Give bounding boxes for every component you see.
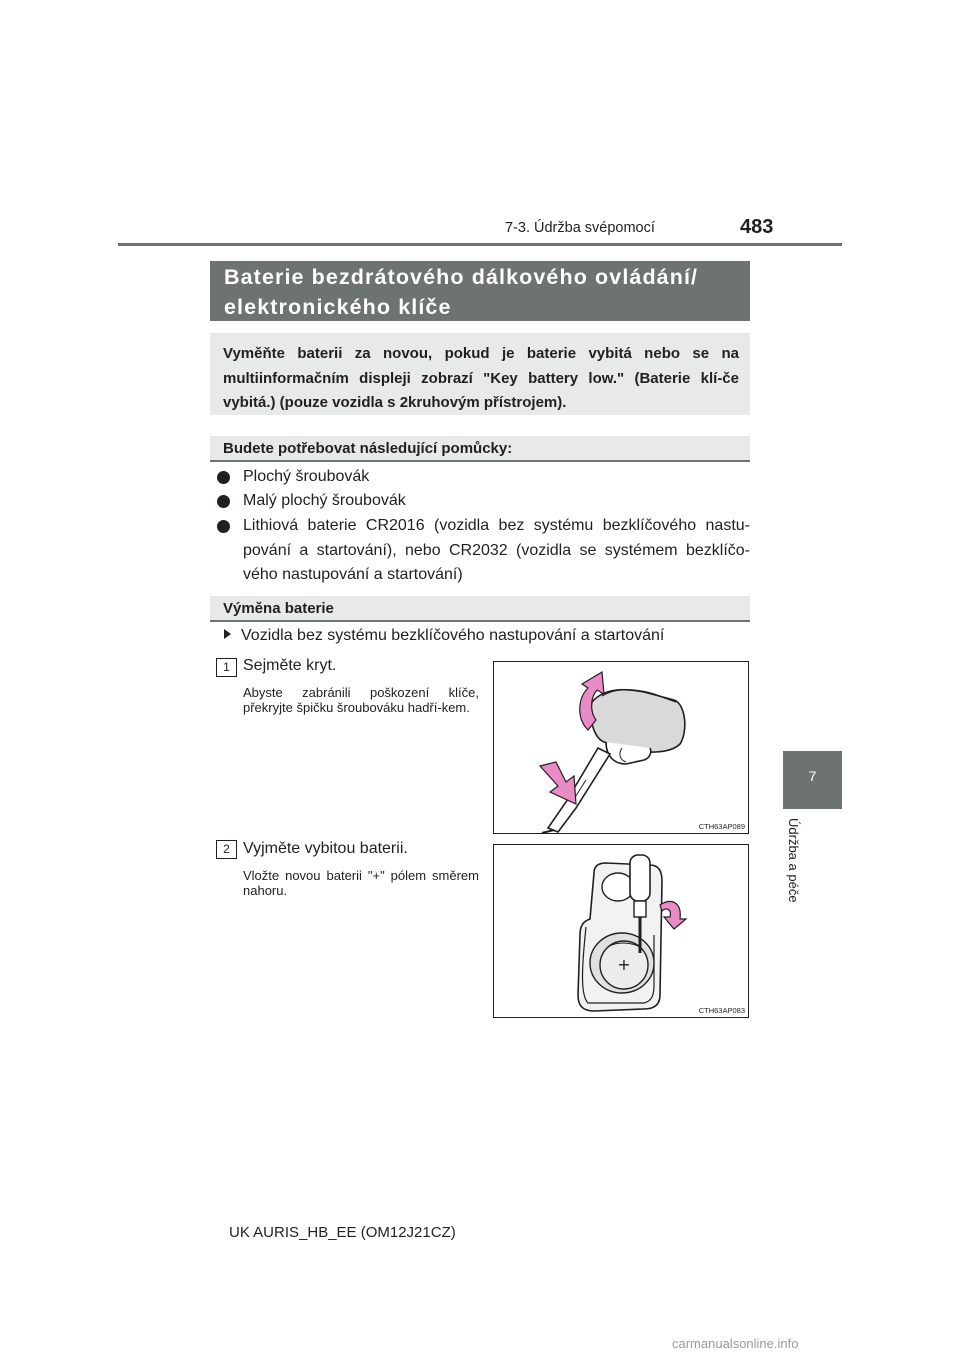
replacement-heading: Výměna baterie	[210, 596, 750, 622]
step-number-2: 2	[216, 840, 237, 859]
watermark: carmanualsonline.info	[672, 1336, 799, 1351]
variant-text: Vozidla bez systému bezklíčového nastupování a startování	[241, 627, 665, 644]
step-2-note: Vložte novou baterii "+" pólem směrem nahoru.	[243, 868, 479, 898]
list-item	[217, 514, 750, 588]
step-2-title: Vyjměte vybitou baterii.	[243, 840, 408, 857]
page-title	[210, 261, 750, 321]
page-title-line-1: Baterie bezdrátového dálkového ovládání/	[224, 265, 699, 289]
header-divider	[118, 243, 842, 246]
battery-removal-illustration	[494, 845, 748, 1017]
page-title-line-2: elektronického klíče	[224, 295, 452, 319]
tools-heading: Budete potřebovat následující pomůcky:	[210, 436, 750, 462]
section-reference: 7-3. Údržba svépomocí	[505, 220, 655, 236]
list-item-text: Lithiová baterie CR2016 (vozidla bez systému bezklíčového nastu-pování a startování), nebo CR2032 (vozidla se systémem bezklíčo-vého nastupování a startování)	[243, 517, 750, 583]
step-1-note: Abyste zabránili poškození klíče, překryjte špičku šroubováku hadří-kem.	[243, 685, 479, 715]
intro-box: Vyměňte baterii za novou, pokud je baterie vybitá nebo se na multiinformačním displeji zobrazí "Key battery low." (Baterie klí-če vybitá.) (pouze vozidla s 2kruhovým přístrojem).	[210, 333, 750, 415]
bullet-icon	[217, 471, 230, 484]
chapter-label: Údržba a péče	[786, 818, 801, 903]
variant-label	[217, 627, 664, 645]
chapter-number: 7	[808, 768, 817, 784]
step-1-title: Sejměte kryt.	[243, 657, 337, 674]
bullet-icon	[217, 520, 230, 533]
step-number-1: 1	[216, 658, 237, 677]
page-number: 483	[740, 216, 774, 238]
svg-text:+: +	[617, 955, 631, 974]
list-item	[217, 489, 750, 514]
figure-remove-cover	[493, 661, 749, 834]
list-item	[217, 465, 750, 490]
triangle-bullet-icon	[224, 629, 231, 639]
list-item-text: Malý plochý šroubovák	[243, 492, 406, 509]
manual-code: UK AURIS_HB_EE (OM12J21CZ)	[229, 1224, 456, 1241]
figure-remove-battery	[493, 844, 749, 1018]
key-cover-illustration	[494, 662, 748, 833]
figure-code: CTH63AP083	[698, 1006, 745, 1015]
figure-code: CTH63AP089	[698, 822, 745, 831]
list-item-text: Plochý šroubovák	[243, 468, 370, 485]
bullet-icon	[217, 495, 230, 508]
